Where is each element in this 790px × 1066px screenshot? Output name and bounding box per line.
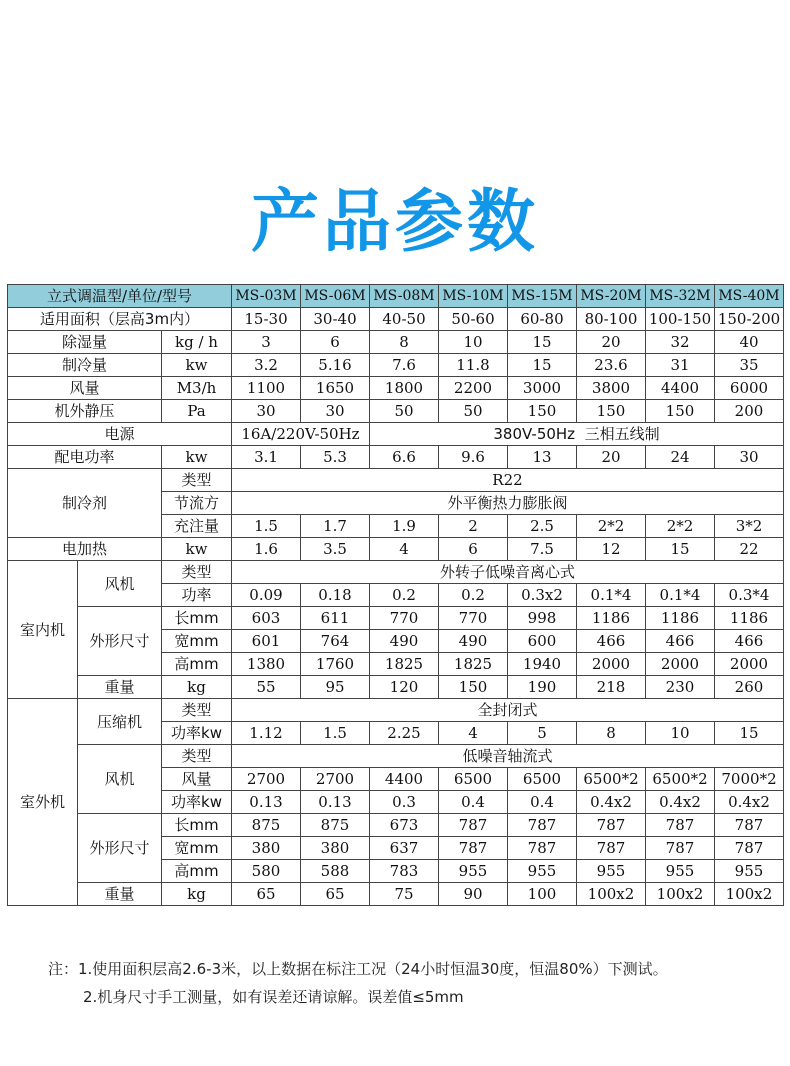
value-cell: 6 <box>301 331 370 354</box>
value-cell: 2.5 <box>508 515 577 538</box>
value-cell: 875 <box>301 814 370 837</box>
value-cell: 787 <box>508 837 577 860</box>
cooling-label: 制冷量 <box>8 354 162 377</box>
value-cell: 150 <box>646 400 715 423</box>
value-cell: 3.2 <box>232 354 301 377</box>
value-cell: 1.6 <box>232 538 301 561</box>
value-cell: 0.3*4 <box>715 584 784 607</box>
three-phase-cell: 380V-50Hz 三相五线制 <box>370 423 784 446</box>
value-cell: 120 <box>370 676 439 699</box>
value-cell: 787 <box>646 814 715 837</box>
sub-label: 功率kw <box>162 722 232 745</box>
sub-label: 高mm <box>162 653 232 676</box>
value-cell: 100x2 <box>715 883 784 906</box>
heater-row <box>8 538 784 561</box>
value-cell: 8 <box>577 722 646 745</box>
model-cell: MS-40M <box>715 285 784 308</box>
value-cell: 0.2 <box>439 584 508 607</box>
value-cell: 637 <box>370 837 439 860</box>
sub-label: 长mm <box>162 607 232 630</box>
value-cell: 1760 <box>301 653 370 676</box>
compressor-label: 压缩机 <box>78 699 162 745</box>
power-supply-label: 电源 <box>8 423 232 446</box>
value-cell: 30 <box>232 400 301 423</box>
value-cell: 1186 <box>646 607 715 630</box>
value-cell: 8 <box>370 331 439 354</box>
value-cell: 2700 <box>232 768 301 791</box>
value-cell: 60-80 <box>508 308 577 331</box>
value-cell: 10 <box>439 331 508 354</box>
value-cell: 50-60 <box>439 308 508 331</box>
value-cell: 30-40 <box>301 308 370 331</box>
sub-label: 类型 <box>162 469 232 492</box>
value-cell: 15 <box>715 722 784 745</box>
value-cell: 2*2 <box>646 515 715 538</box>
value-cell: 764 <box>301 630 370 653</box>
value-cell: 30 <box>301 400 370 423</box>
value-cell: 1800 <box>370 377 439 400</box>
value-cell: 0.4 <box>439 791 508 814</box>
value-cell: 20 <box>577 446 646 469</box>
value-cell: 611 <box>301 607 370 630</box>
value-cell: 55 <box>232 676 301 699</box>
value-cell: 2200 <box>439 377 508 400</box>
value-cell: 40-50 <box>370 308 439 331</box>
value-cell: 7.5 <box>508 538 577 561</box>
value-cell: 6500*2 <box>646 768 715 791</box>
value-cell: 10 <box>646 722 715 745</box>
value-cell: 6.6 <box>370 446 439 469</box>
value-cell: 6500*2 <box>577 768 646 791</box>
value-cell: 588 <box>301 860 370 883</box>
note-line-2: 2.机身尺寸手工测量，如有误差还请谅解。误差值≤5mm <box>83 988 464 1006</box>
value-cell: 100x2 <box>646 883 715 906</box>
sub-label: 充注量 <box>162 515 232 538</box>
indoor-length-row <box>8 607 784 630</box>
model-cell: MS-03M <box>232 285 301 308</box>
value-cell: 2000 <box>577 653 646 676</box>
value-cell: 0.09 <box>232 584 301 607</box>
value-cell: 0.4 <box>508 791 577 814</box>
value-cell: 190 <box>508 676 577 699</box>
value-cell: 230 <box>646 676 715 699</box>
airflow-row <box>8 377 784 400</box>
value-cell: 601 <box>232 630 301 653</box>
value-cell: 31 <box>646 354 715 377</box>
heater-label: 电加热 <box>8 538 162 561</box>
value-cell: 1.9 <box>370 515 439 538</box>
value-cell: 32 <box>646 331 715 354</box>
note-line-1: 注：1.使用面积层高2.6-3米，以上数据在标注工况（24小时恒温30度，恒温80%）下测试。 <box>48 960 668 978</box>
value-cell: 787 <box>508 814 577 837</box>
value-cell: 600 <box>508 630 577 653</box>
model-cell: MS-32M <box>646 285 715 308</box>
outdoor-size-label: 外形尺寸 <box>78 814 162 883</box>
value-cell: 955 <box>439 860 508 883</box>
outdoor-fan-type-value: 低噪音轴流式 <box>232 745 784 768</box>
value-cell: 0.1*4 <box>646 584 715 607</box>
value-cell: 0.3 <box>370 791 439 814</box>
value-cell: 5.3 <box>301 446 370 469</box>
value-cell: 0.4x2 <box>715 791 784 814</box>
value-cell: 2*2 <box>577 515 646 538</box>
header-row <box>8 285 784 308</box>
value-cell: 95 <box>301 676 370 699</box>
value-cell: 3800 <box>577 377 646 400</box>
area-label: 适用面积（层高3m内） <box>8 308 232 331</box>
sub-label: 类型 <box>162 745 232 768</box>
value-cell: 3 <box>232 331 301 354</box>
value-cell: 9.6 <box>439 446 508 469</box>
indoor-fan-type-value: 外转子低噪音离心式 <box>232 561 784 584</box>
value-cell: 150 <box>577 400 646 423</box>
dist-power-label: 配电功率 <box>8 446 162 469</box>
value-cell: 770 <box>370 607 439 630</box>
value-cell: 150-200 <box>715 308 784 331</box>
value-cell: 3.5 <box>301 538 370 561</box>
indoor-fan-type-row <box>8 561 784 584</box>
value-cell: 4 <box>439 722 508 745</box>
value-cell: 11.8 <box>439 354 508 377</box>
unit-cell: kg / h <box>162 331 232 354</box>
value-cell: 1380 <box>232 653 301 676</box>
unit-cell: Pa <box>162 400 232 423</box>
value-cell: 783 <box>370 860 439 883</box>
value-cell: 490 <box>370 630 439 653</box>
value-cell: 3.1 <box>232 446 301 469</box>
value-cell: 4400 <box>646 377 715 400</box>
value-cell: 490 <box>439 630 508 653</box>
compressor-type-value: 全封闭式 <box>232 699 784 722</box>
value-cell: 787 <box>577 837 646 860</box>
value-cell: 380 <box>301 837 370 860</box>
value-cell: 3000 <box>508 377 577 400</box>
value-cell: 955 <box>715 860 784 883</box>
value-cell: 0.3x2 <box>508 584 577 607</box>
value-cell: 100 <box>508 883 577 906</box>
page-title: 产品参数 <box>250 183 539 262</box>
power-supply-row <box>8 423 784 446</box>
value-cell: 65 <box>232 883 301 906</box>
outdoor-fan-type-row <box>8 745 784 768</box>
value-cell: 30 <box>715 446 784 469</box>
sub-label: 高mm <box>162 860 232 883</box>
value-cell: 100-150 <box>646 308 715 331</box>
value-cell: 2000 <box>715 653 784 676</box>
static-label: 机外静压 <box>8 400 162 423</box>
value-cell: 1.5 <box>232 515 301 538</box>
value-cell: 787 <box>439 814 508 837</box>
outdoor-label: 室外机 <box>8 699 78 906</box>
outdoor-length-row <box>8 814 784 837</box>
value-cell: 1825 <box>370 653 439 676</box>
indoor-label: 室内机 <box>8 561 78 699</box>
value-cell: 20 <box>577 331 646 354</box>
value-cell: 0.18 <box>301 584 370 607</box>
value-cell: 787 <box>715 837 784 860</box>
unit-cell: kw <box>162 354 232 377</box>
value-cell: 40 <box>715 331 784 354</box>
model-cell: MS-10M <box>439 285 508 308</box>
value-cell: 150 <box>508 400 577 423</box>
unit-cell: kw <box>162 538 232 561</box>
value-cell: 4400 <box>370 768 439 791</box>
value-cell: 13 <box>508 446 577 469</box>
value-cell: 12 <box>577 538 646 561</box>
value-cell: 15 <box>508 331 577 354</box>
value-cell: 50 <box>370 400 439 423</box>
value-cell: 1.7 <box>301 515 370 538</box>
spec-table <box>7 284 784 906</box>
unit-cell: kg <box>162 676 232 699</box>
sub-label: 类型 <box>162 561 232 584</box>
value-cell: 1825 <box>439 653 508 676</box>
value-cell: 787 <box>646 837 715 860</box>
outdoor-weight-row <box>8 883 784 906</box>
dist-power-row <box>8 446 784 469</box>
value-cell: 6500 <box>508 768 577 791</box>
static-row <box>8 400 784 423</box>
value-cell: 6 <box>439 538 508 561</box>
value-cell: 218 <box>577 676 646 699</box>
value-cell: 1186 <box>715 607 784 630</box>
indoor-fan-label: 风机 <box>78 561 162 607</box>
sub-label: 功率kw <box>162 791 232 814</box>
unit-cell: kg <box>162 883 232 906</box>
refrigerant-type-value: R22 <box>232 469 784 492</box>
value-cell: 770 <box>439 607 508 630</box>
value-cell: 100x2 <box>577 883 646 906</box>
value-cell: 0.4x2 <box>646 791 715 814</box>
value-cell: 22 <box>715 538 784 561</box>
value-cell: 1650 <box>301 377 370 400</box>
sub-label: 长mm <box>162 814 232 837</box>
value-cell: 380 <box>232 837 301 860</box>
value-cell: 1100 <box>232 377 301 400</box>
value-cell: 65 <box>301 883 370 906</box>
value-cell: 955 <box>508 860 577 883</box>
indoor-size-label: 外形尺寸 <box>78 607 162 676</box>
sub-label: 节流方 <box>162 492 232 515</box>
value-cell: 50 <box>439 400 508 423</box>
value-cell: 466 <box>646 630 715 653</box>
value-cell: 2700 <box>301 768 370 791</box>
value-cell: 875 <box>232 814 301 837</box>
value-cell: 3*2 <box>715 515 784 538</box>
value-cell: 15 <box>646 538 715 561</box>
dehum-label: 除湿量 <box>8 331 162 354</box>
unit-cell: kw <box>162 446 232 469</box>
value-cell: 90 <box>439 883 508 906</box>
value-cell: 787 <box>439 837 508 860</box>
value-cell: 4 <box>370 538 439 561</box>
refrigerant-type-row <box>8 469 784 492</box>
value-cell: 200 <box>715 400 784 423</box>
value-cell: 6000 <box>715 377 784 400</box>
model-cell: MS-20M <box>577 285 646 308</box>
sub-label: 宽mm <box>162 630 232 653</box>
model-cell: MS-06M <box>301 285 370 308</box>
model-cell: MS-15M <box>508 285 577 308</box>
value-cell: 0.13 <box>232 791 301 814</box>
refrigerant-label: 制冷剂 <box>8 469 162 538</box>
value-cell: 260 <box>715 676 784 699</box>
value-cell: 5 <box>508 722 577 745</box>
value-cell: 7000*2 <box>715 768 784 791</box>
value-cell: 580 <box>232 860 301 883</box>
outdoor-fan-label: 风机 <box>78 745 162 814</box>
dehum-row <box>8 331 784 354</box>
value-cell: 673 <box>370 814 439 837</box>
value-cell: 955 <box>646 860 715 883</box>
value-cell: 6500 <box>439 768 508 791</box>
model-cell: MS-08M <box>370 285 439 308</box>
value-cell: 75 <box>370 883 439 906</box>
value-cell: 23.6 <box>577 354 646 377</box>
value-cell: 7.6 <box>370 354 439 377</box>
value-cell: 2000 <box>646 653 715 676</box>
header-label: 立式调温型/单位/型号 <box>8 285 232 308</box>
sub-label: 类型 <box>162 699 232 722</box>
sub-label: 功率 <box>162 584 232 607</box>
value-cell: 1186 <box>577 607 646 630</box>
value-cell: 150 <box>439 676 508 699</box>
value-cell: 603 <box>232 607 301 630</box>
value-cell: 0.13 <box>301 791 370 814</box>
value-cell: 1.12 <box>232 722 301 745</box>
value-cell: 80-100 <box>577 308 646 331</box>
value-cell: 787 <box>715 814 784 837</box>
sub-label: 风量 <box>162 768 232 791</box>
value-cell: 466 <box>715 630 784 653</box>
airflow-label: 风量 <box>8 377 162 400</box>
value-cell: 5.16 <box>301 354 370 377</box>
area-row <box>8 308 784 331</box>
indoor-weight-row <box>8 676 784 699</box>
outdoor-weight-label: 重量 <box>78 883 162 906</box>
value-cell: 1.5 <box>301 722 370 745</box>
single-phase-cell: 16A/220V-50Hz <box>232 423 370 446</box>
value-cell: 955 <box>577 860 646 883</box>
value-cell: 15-30 <box>232 308 301 331</box>
value-cell: 0.2 <box>370 584 439 607</box>
value-cell: 998 <box>508 607 577 630</box>
indoor-weight-label: 重量 <box>78 676 162 699</box>
value-cell: 1940 <box>508 653 577 676</box>
unit-cell: M3/h <box>162 377 232 400</box>
value-cell: 15 <box>508 354 577 377</box>
value-cell: 787 <box>577 814 646 837</box>
value-cell: 35 <box>715 354 784 377</box>
sub-label: 宽mm <box>162 837 232 860</box>
value-cell: 2 <box>439 515 508 538</box>
value-cell: 24 <box>646 446 715 469</box>
throttle-value: 外平衡热力膨胀阀 <box>232 492 784 515</box>
value-cell: 0.4x2 <box>577 791 646 814</box>
value-cell: 0.1*4 <box>577 584 646 607</box>
value-cell: 2.25 <box>370 722 439 745</box>
value-cell: 466 <box>577 630 646 653</box>
outdoor-comp-type-row <box>8 699 784 722</box>
cooling-row <box>8 354 784 377</box>
